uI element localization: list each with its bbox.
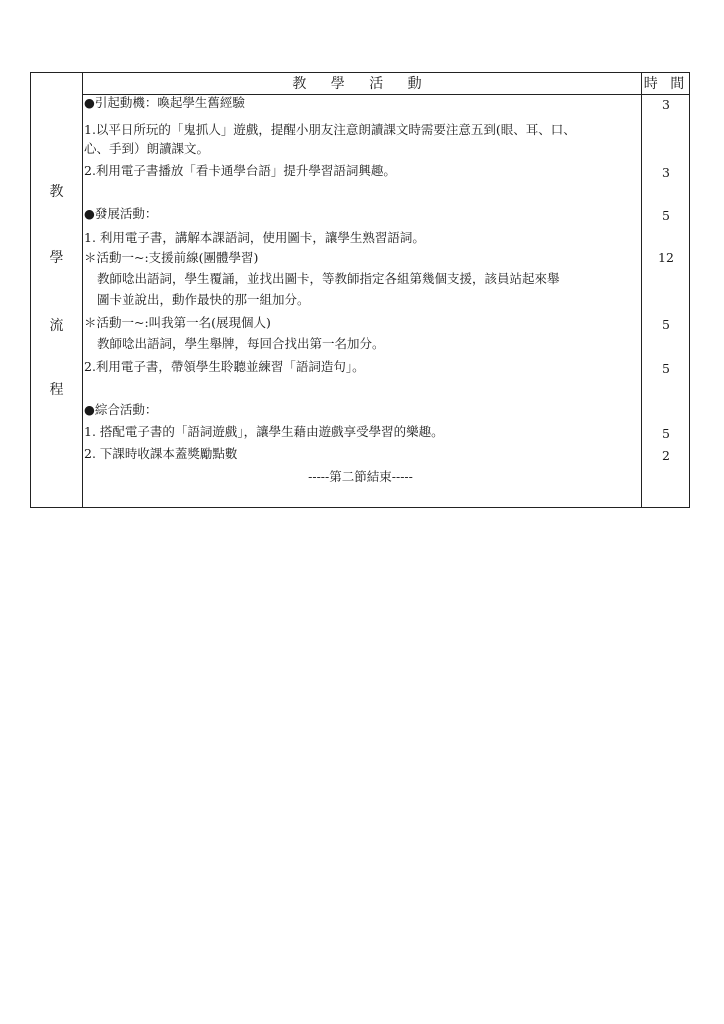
- time-value: 5: [662, 317, 670, 332]
- lesson-plan-table: [30, 72, 690, 508]
- time-value: 3: [662, 165, 670, 180]
- activity-line: 2. 下課時收課本蓋獎勵點數: [84, 446, 238, 461]
- activity-line: 1.以平日所玩的「鬼抓人」遊戲，提醒小朋友注意朗讀課文時需要注意五到(眼、耳、口、: [84, 122, 576, 137]
- section-heading-summary: ●綜合活動：: [84, 402, 158, 417]
- section-heading-motivation: ●引起動機：喚起學生舊經驗: [84, 95, 245, 110]
- side-label-char: 流: [49, 318, 64, 334]
- time-column-header: 時 間: [643, 76, 689, 92]
- time-value: 5: [662, 426, 670, 441]
- activity-line: 教師唸出語詞，學生覆誦，並找出圖卡，等教師指定各組第幾個支援，該員站起來舉: [97, 271, 560, 286]
- activity-line: ＊活動一~:叫我第一名(展現個人): [84, 315, 271, 330]
- side-label-char: 教: [49, 184, 64, 200]
- activity-column-header: 教 學 活 動: [292, 76, 432, 92]
- section-heading-development: ●發展活動：: [84, 206, 158, 221]
- activity-line: 2.利用電子書播放「看卡通學台語」提升學習語詞興趣。: [84, 163, 396, 178]
- time-value: 2: [662, 448, 670, 463]
- activity-line: 1. 搭配電子書的「語詞遊戲」，讓學生藉由遊戲享受學習的樂趣。: [84, 424, 444, 439]
- activity-line: 1. 利用電子書，講解本課語詞，使用圖卡，讓學生熟習語詞。: [84, 230, 425, 245]
- activity-line: 圖卡並說出，動作最快的那一組加分。: [97, 292, 310, 307]
- side-label-char: 程: [49, 382, 64, 398]
- activity-line: ＊活動一~:支援前線(團體學習): [84, 250, 259, 265]
- time-value: 12: [658, 250, 674, 265]
- activity-line: 心、手到）朗讀課文。: [84, 141, 210, 156]
- column-divider: [641, 73, 642, 507]
- activity-line: 教師唸出語詞，學生舉牌，每回合找出第一名加分。: [97, 336, 385, 351]
- column-divider: [82, 73, 83, 507]
- side-label-char: 學: [49, 250, 64, 266]
- time-value: 3: [662, 97, 670, 112]
- time-value: 5: [662, 208, 670, 223]
- activity-line: 2.利用電子書，帶領學生聆聽並練習「語詞造句」。: [84, 359, 365, 374]
- time-value: 5: [662, 361, 670, 376]
- section-end-note: -----第二節結束-----: [308, 469, 413, 484]
